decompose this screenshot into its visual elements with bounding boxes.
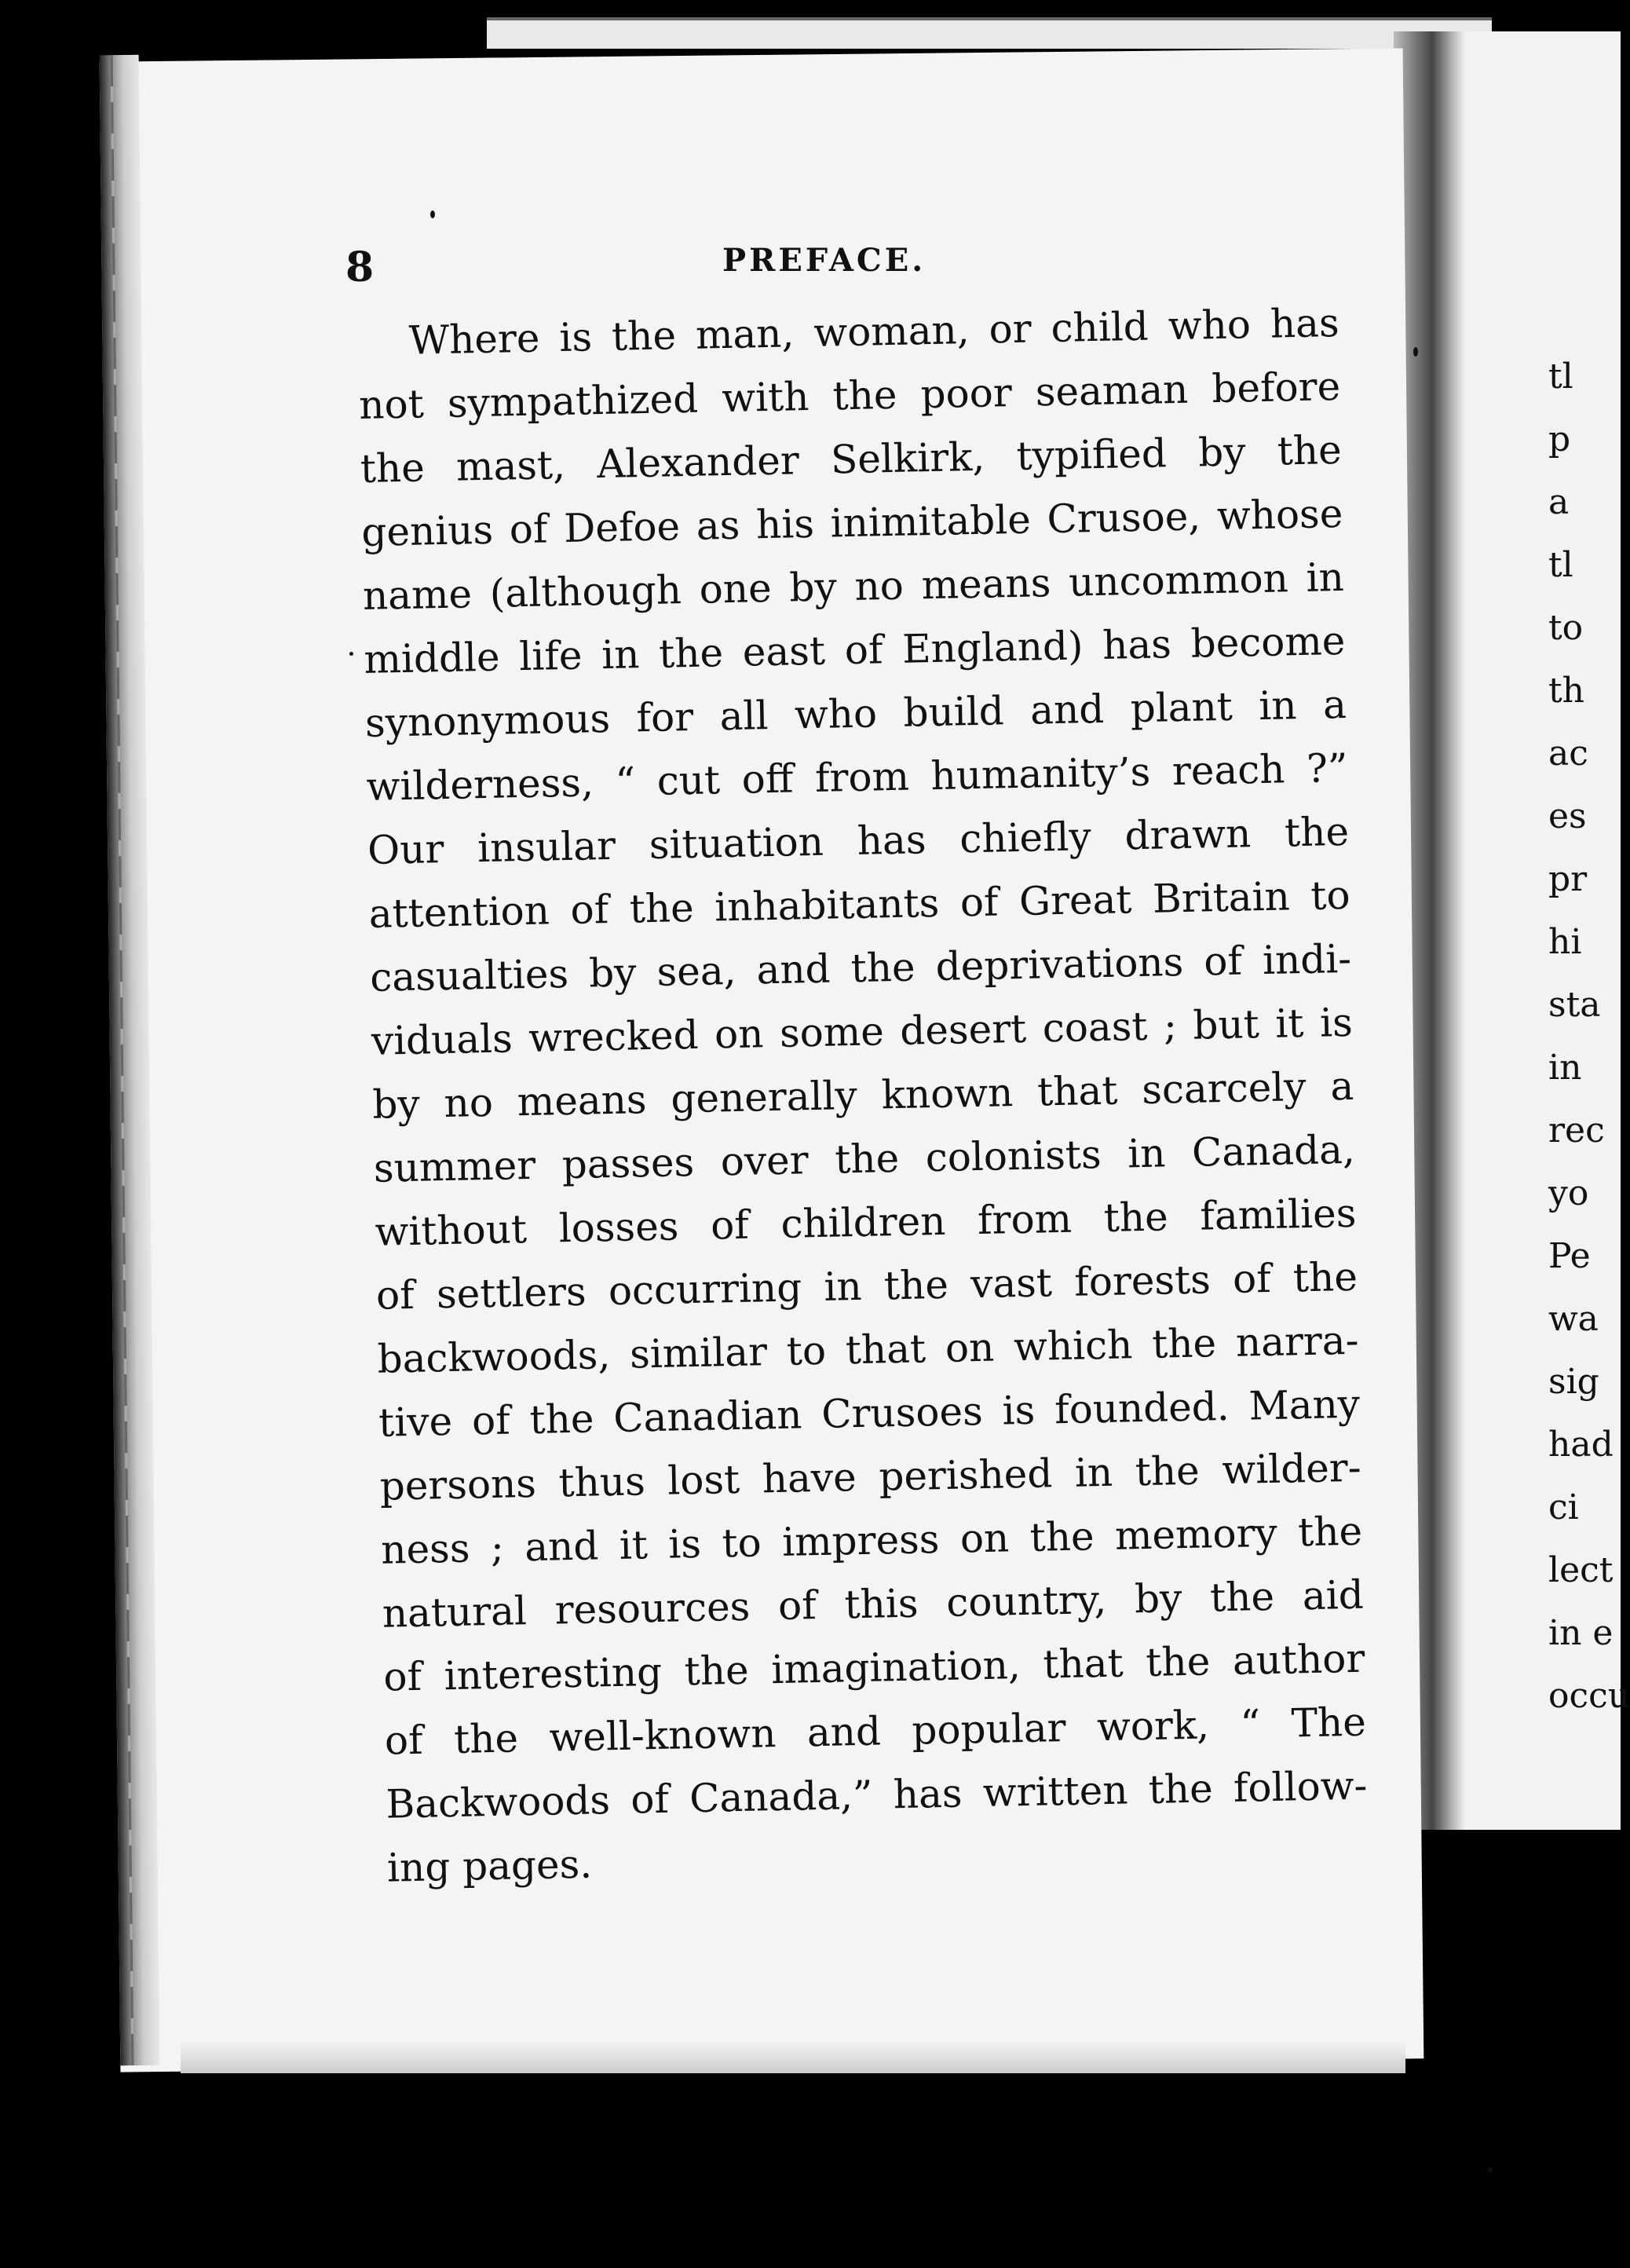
facing-line: Pe (1548, 1236, 1591, 1276)
facing-line: yo (1548, 1173, 1589, 1213)
scan-speck (430, 210, 435, 218)
text-line: name (although one by no means uncommon in (362, 554, 1345, 619)
facing-line: pr (1548, 859, 1588, 899)
text-line: Our insular situation has chiefly drawn the (367, 808, 1350, 873)
text-line: natural resources of this country, by the aid (382, 1571, 1365, 1637)
facing-line: tl (1548, 357, 1573, 397)
facing-line: ac (1548, 733, 1588, 774)
page-bottom-shadow (181, 2042, 1405, 2073)
scan-speck (1488, 2167, 1493, 2172)
scan-speck (349, 652, 353, 656)
text-line: genius of Defoe as his inimitable Crusoe, whose (360, 490, 1343, 555)
facing-line: sig (1548, 1362, 1599, 1402)
page-header (345, 236, 1335, 291)
text-line: by no means generally known that scarcely a (371, 1063, 1354, 1128)
facing-line: hi (1548, 922, 1582, 962)
text-line: casualties by sea, and the deprivations of indi- (369, 935, 1352, 1000)
scan-top-strip (487, 17, 1492, 49)
text-line: the mast, Alexander Selkirk, typified by the (360, 426, 1343, 492)
facing-line: lect (1548, 1550, 1614, 1590)
facing-line: to (1548, 608, 1584, 648)
text-line: persons thus lost have perished in the wilder- (379, 1444, 1362, 1509)
facing-line: th (1548, 671, 1585, 711)
running-head: PREFACE. (722, 242, 926, 279)
text-line: ness ; and it is to impress on the memory the (380, 1508, 1363, 1573)
text-line: of settlers occurring in the vast forests of the (375, 1253, 1358, 1319)
facing-line: a (1548, 482, 1570, 522)
facing-page-text (1548, 346, 1630, 1728)
text-line: Backwoods of Canada,” has written the follow- (385, 1762, 1368, 1827)
facing-line: tl (1548, 545, 1573, 585)
facing-line: in (1548, 1048, 1582, 1088)
facing-line: had (1548, 1425, 1614, 1465)
facing-line: rec (1548, 1110, 1605, 1150)
text-line: attention of the inhabitants of Great Britain to (368, 872, 1351, 937)
text-line: summer passes over the colonists in Canada, (373, 1126, 1356, 1191)
text-line: wilderness, “ cut off from humanity’s reach ?” (366, 744, 1348, 810)
text-line: tive of the Canadian Crusoes is founded. Many (378, 1381, 1361, 1446)
facing-line: p (1548, 419, 1571, 459)
page-number: 8 (345, 243, 375, 291)
facing-line: sta (1548, 985, 1601, 1025)
scan-speck (1413, 347, 1418, 357)
text-line: not sympathized with the poor seaman before (358, 363, 1341, 428)
text-line: of the well-known and popular work, “ The (384, 1699, 1367, 1764)
facing-line: wa (1548, 1299, 1599, 1339)
text-line: backwoods, similar to that on which the narra- (377, 1317, 1359, 1382)
facing-line: ci (1548, 1487, 1579, 1527)
text-line: synonymous for all who build and plant in a (364, 681, 1347, 746)
text-line: without losses of children from the families (374, 1190, 1357, 1255)
facing-line: occu (1548, 1676, 1630, 1716)
facing-line: in e (1548, 1613, 1614, 1653)
text-line: viduals wrecked on some desert coast ; but it is (371, 999, 1354, 1064)
text-line: middle life in the east of England) has become (363, 617, 1346, 682)
text-line: Where is the man, woman, or child who has (408, 300, 1340, 364)
facing-line: es (1548, 796, 1587, 836)
preface-body (357, 291, 1369, 1900)
text-line: of interesting the imagination, that the author (382, 1635, 1365, 1700)
text-line: ing pages. (386, 1841, 593, 1891)
